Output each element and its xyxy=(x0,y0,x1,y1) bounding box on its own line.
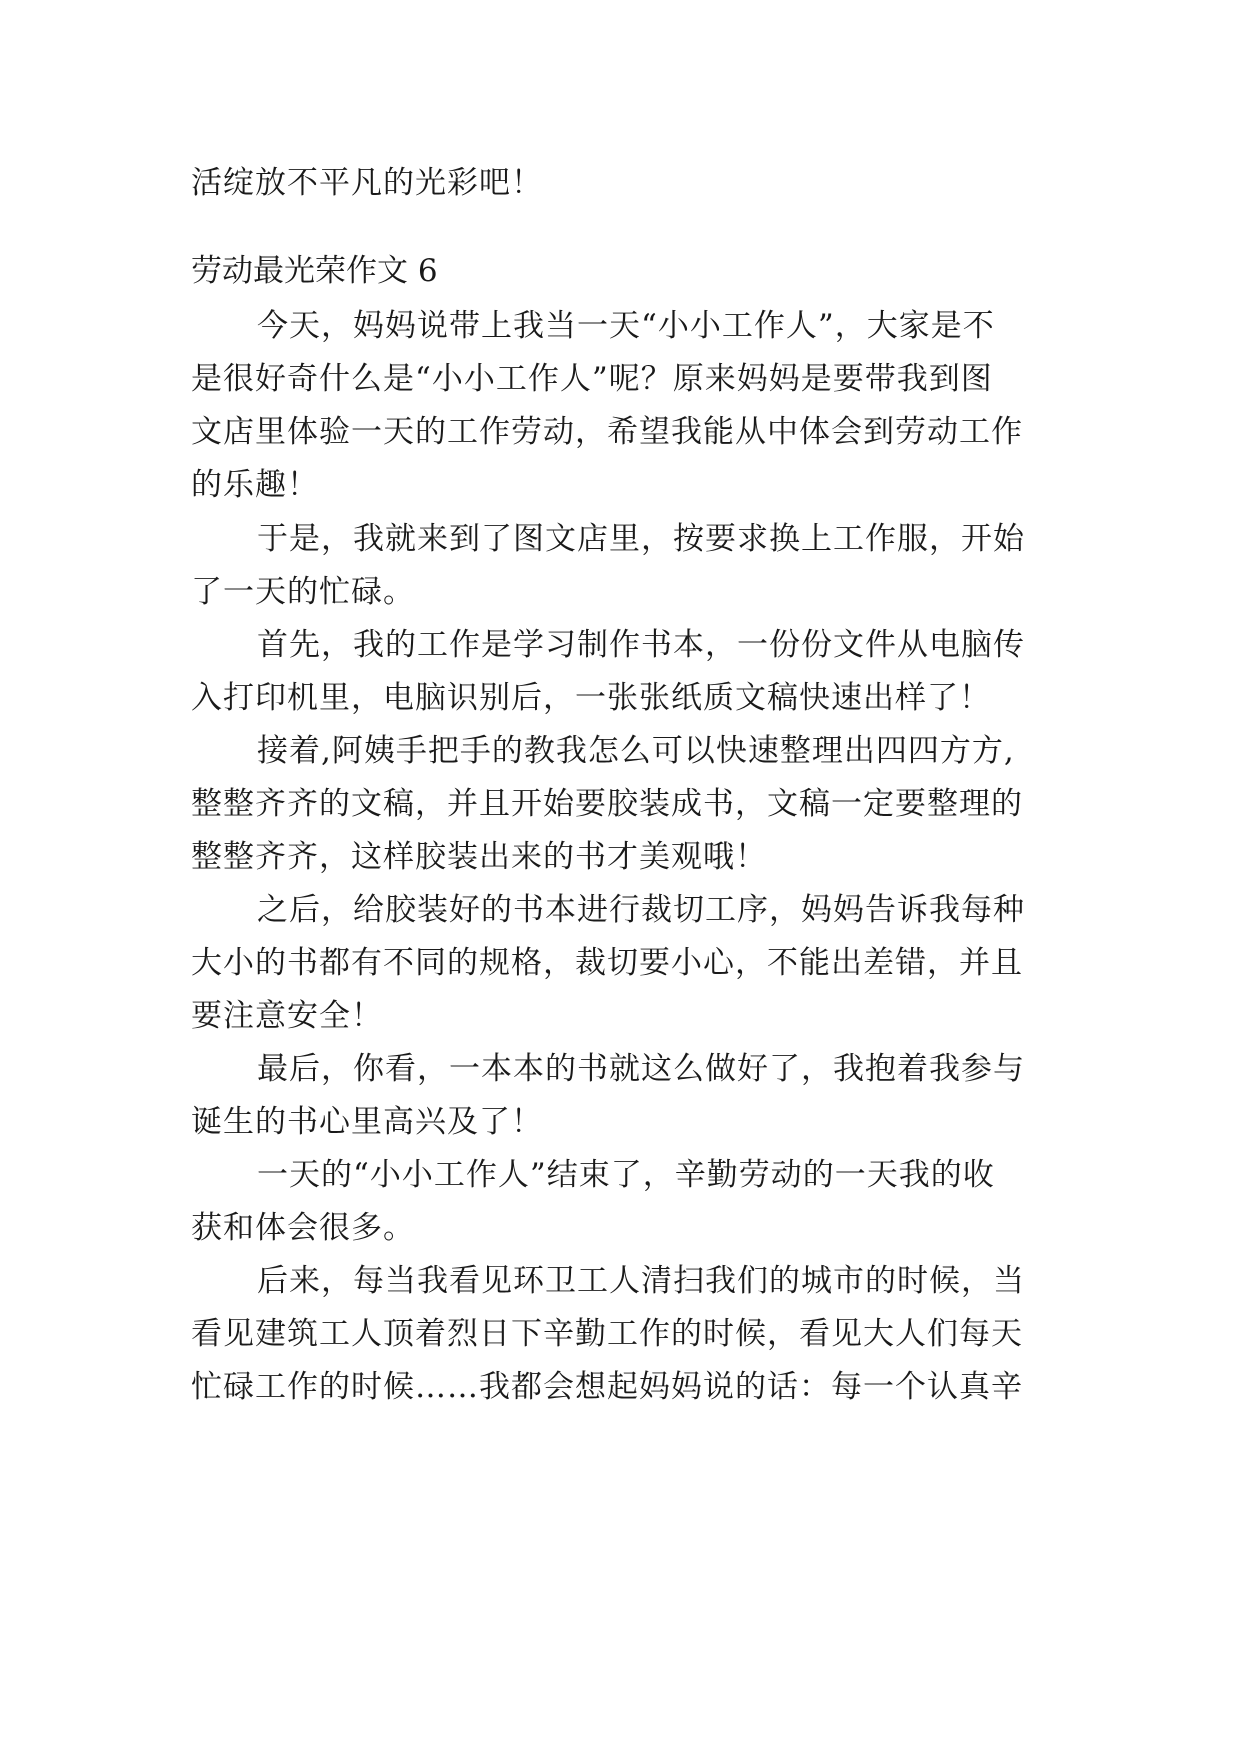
paragraph-line: 今天，妈妈说带上我当一天“小小工作人”，大家是不 xyxy=(257,308,995,344)
paragraph-line: 之后，给胶装好的书本进行裁切工序，妈妈告诉我每种 xyxy=(257,892,1025,928)
section-title: 劳动最光荣作文 6 xyxy=(191,253,438,289)
paragraph-line: 忙碌工作的时候……我都会想起妈妈说的话：每一个认真辛 xyxy=(191,1369,1023,1405)
paragraph-line: 了一天的忙碌。 xyxy=(191,574,415,610)
paragraph-line: 后来，每当我看见环卫工人清扫我们的城市的时候，当 xyxy=(257,1263,1025,1299)
text-line: 活绽放不平凡的光彩吧！ xyxy=(191,165,543,201)
paragraph-line: 诞生的书心里高兴及了！ xyxy=(191,1104,543,1140)
paragraph-line: 是很好奇什么是“小小工作人”呢？原来妈妈是要带我到图 xyxy=(191,361,993,397)
paragraph-line: 大小的书都有不同的规格，裁切要小心，不能出差错，并且 xyxy=(191,945,1023,981)
paragraph-line: 要注意安全！ xyxy=(191,998,383,1034)
paragraph-line: 接着,阿姨手把手的教我怎么可以快速整理出四四方方, xyxy=(257,733,1015,769)
paragraph-line: 整整齐齐，这样胶装出来的书才美观哦！ xyxy=(191,839,767,875)
paragraph-line: 看见建筑工人顶着烈日下辛勤工作的时候，看见大人们每天 xyxy=(191,1316,1023,1352)
paragraph-line: 于是，我就来到了图文店里，按要求换上工作服，开始 xyxy=(257,521,1025,557)
paragraph-line: 一天的“小小工作人”结束了，辛勤劳动的一天我的收 xyxy=(257,1157,995,1193)
paragraph-line: 的乐趣！ xyxy=(191,467,319,503)
paragraph-line: 整整齐齐的文稿，并且开始要胶装成书，文稿一定要整理的 xyxy=(191,786,1023,822)
paragraph-line: 文店里体验一天的工作劳动，希望我能从中体会到劳动工作 xyxy=(191,414,1023,450)
paragraph-line: 首先，我的工作是学习制作书本，一份份文件从电脑传 xyxy=(257,627,1025,663)
paragraph-line: 最后，你看，一本本的书就这么做好了，我抱着我参与 xyxy=(257,1051,1025,1087)
paragraph-line: 入打印机里，电脑识别后，一张张纸质文稿快速出样了！ xyxy=(191,680,991,716)
paragraph-line: 获和体会很多。 xyxy=(191,1210,415,1246)
